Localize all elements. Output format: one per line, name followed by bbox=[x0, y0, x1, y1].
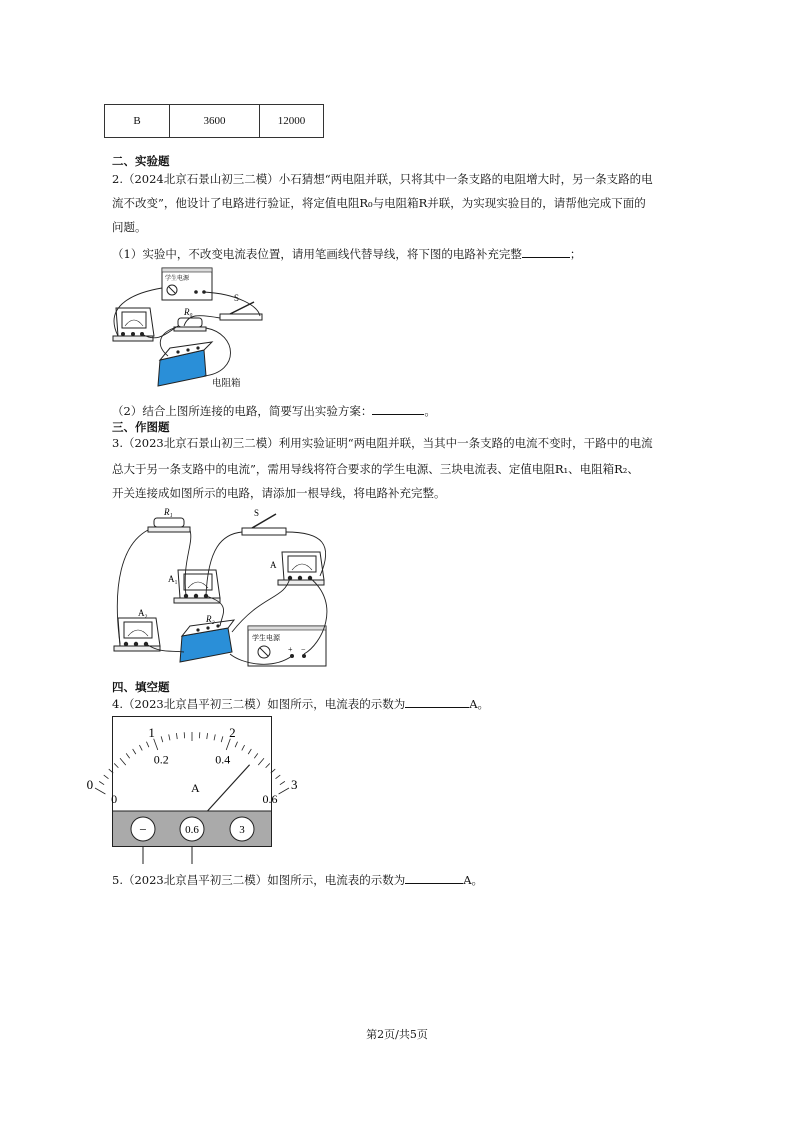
switch-label: S bbox=[254, 508, 260, 518]
scale-tick bbox=[279, 788, 289, 794]
a1-label: A₁ bbox=[168, 574, 178, 584]
ammeter-a1-icon bbox=[174, 570, 220, 603]
top-scale-label: 3 bbox=[290, 777, 298, 792]
part-2-text: （2）结合上图所连接的电路，简要写出实验方案： bbox=[112, 404, 373, 418]
top-scale-label: 0 bbox=[86, 777, 94, 792]
answer-blank[interactable] bbox=[522, 246, 570, 258]
resistance-box-icon bbox=[158, 342, 212, 386]
question-5 bbox=[112, 872, 483, 888]
box-label: 电阻箱 bbox=[212, 379, 241, 389]
terminal-label: − bbox=[139, 822, 147, 837]
scale-tick bbox=[104, 775, 109, 779]
question-2-text: 流不改变”，他设计了电路进行验证，将定值电阻R₀与电阻箱R并联，为实现实验目的，请帮他完成下面的 bbox=[112, 196, 646, 210]
terminal-label: 3 bbox=[239, 824, 245, 836]
r1-label: R₁ bbox=[164, 507, 173, 517]
terminal-3 bbox=[230, 817, 254, 841]
question-2-part-1 bbox=[112, 246, 581, 262]
section-heading-drawing: 三、作图题 bbox=[112, 420, 170, 434]
dial-unit-label: A bbox=[191, 781, 200, 795]
power-label: 学生电源 bbox=[165, 276, 190, 282]
table-cell: 3600 bbox=[170, 105, 260, 138]
unit: A。 bbox=[469, 697, 490, 711]
terminal-label: 0.6 bbox=[185, 824, 199, 836]
scale-tick bbox=[276, 775, 281, 779]
top-scale-label: 2 bbox=[229, 725, 236, 741]
question-2-part-2 bbox=[112, 403, 436, 419]
resistor-label: R₀ bbox=[184, 307, 193, 317]
question-2-text: 2.（2024北京石景山初三二模）小石猜想“两电阻并联，只将其中一条支路的电阻增大时，另一条支路的电 bbox=[112, 172, 653, 186]
power-supply-icon bbox=[162, 268, 212, 300]
top-scale-label: 1 bbox=[148, 725, 155, 741]
resistor-icon bbox=[174, 318, 206, 331]
terminal-0-6 bbox=[180, 817, 204, 841]
question-4 bbox=[112, 696, 489, 712]
answer-blank[interactable] bbox=[405, 696, 469, 708]
question-4-text: 4.（2023北京昌平初三二模）如图所示，电流表的示数为 bbox=[112, 697, 406, 711]
question-2-text: 问题。 bbox=[112, 220, 147, 234]
answer-blank[interactable] bbox=[372, 403, 424, 415]
page-footer: 第2页/共5页 bbox=[366, 1028, 428, 1041]
resistor-icon bbox=[148, 518, 190, 532]
section-heading-fill: 四、填空题 bbox=[112, 680, 170, 694]
resistance-box-icon bbox=[180, 620, 234, 662]
terminal-minus bbox=[131, 817, 155, 841]
bottom-scale-label: 0.4 bbox=[215, 752, 231, 767]
bottom-scale-label: 0.2 bbox=[153, 752, 169, 767]
question-5-text: 5.（2023北京昌平初三二模）如图所示，电流表的示数为 bbox=[112, 873, 406, 887]
punct: 。 bbox=[424, 404, 436, 418]
power-supply-icon bbox=[248, 626, 326, 666]
answer-blank[interactable] bbox=[405, 872, 463, 884]
scale-tick bbox=[95, 788, 105, 794]
question-3-text: 总大于另一条支路中的电流”，需用导线将符合要求的学生电源、三块电流表、定值电阻R₁、电阻箱R₂、 bbox=[112, 462, 639, 476]
ammeter-a2-icon bbox=[114, 618, 160, 651]
circuit-figure-1 bbox=[108, 264, 278, 394]
question-3-text: 开关连接成如图所示的电路，请添加一根导线，将电路补充完整。 bbox=[112, 486, 446, 500]
a2-label: A₂ bbox=[138, 608, 148, 618]
switch-label: S bbox=[234, 293, 240, 303]
table-cell: 12000 bbox=[260, 105, 324, 138]
plus-label: + bbox=[288, 645, 293, 654]
section-heading-experiment: 二、实验题 bbox=[112, 154, 170, 168]
unit: A。 bbox=[463, 873, 484, 887]
ammeter-icon bbox=[113, 308, 154, 341]
minus-label: − bbox=[301, 645, 306, 654]
switch-icon bbox=[242, 514, 286, 535]
power-label: 学生电源 bbox=[252, 634, 280, 642]
question-3-text: 3.（2023北京石景山初三二模）利用实验证明“两电阻并联，当其中一条支路的电流不变时，干路中的电流 bbox=[112, 436, 653, 450]
data-table bbox=[104, 104, 324, 138]
ammeter-dial-figure bbox=[86, 716, 298, 866]
bottom-scale-label: 0.6 bbox=[262, 792, 278, 806]
bottom-scale-label: 0 bbox=[111, 792, 118, 806]
table-row bbox=[105, 105, 324, 138]
a-label: A bbox=[270, 560, 277, 570]
circuit-figure-2 bbox=[112, 504, 342, 670]
punct: ； bbox=[569, 247, 582, 261]
part-1-text: （1）实验中，不改变电流表位置，请用笔画线代替导线，将下图的电路补充完整 bbox=[112, 247, 522, 261]
table-cell: B bbox=[105, 105, 170, 138]
switch-icon bbox=[220, 302, 262, 320]
scale-tick bbox=[280, 781, 285, 784]
scale-tick bbox=[99, 781, 104, 784]
r2-label: R₂ bbox=[206, 614, 215, 624]
ammeter-a-icon bbox=[278, 552, 324, 585]
